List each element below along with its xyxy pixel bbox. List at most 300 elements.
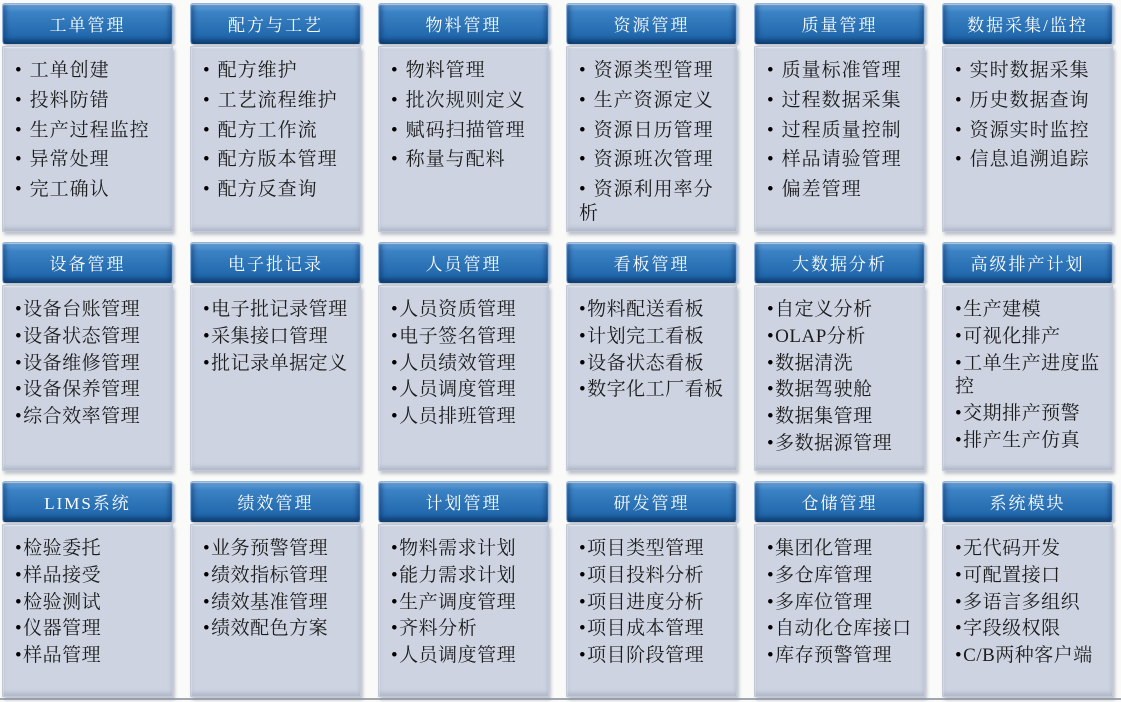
card-item (15, 591, 164, 615)
card-item-label: 多仓库管理 (775, 564, 873, 586)
bullet-icon: • (955, 429, 963, 451)
card-item-label: 设备台账管理 (23, 299, 141, 320)
card-item-label: 批次规则定义 (405, 89, 526, 111)
module-card (378, 242, 549, 471)
card-item-label: 数据清洗 (775, 352, 854, 374)
bullet-icon: • (15, 325, 23, 347)
card-title: 资源管理 (613, 16, 690, 35)
card-body (2, 46, 173, 232)
card-item (579, 591, 728, 615)
bullet-icon: • (203, 564, 211, 586)
module-grid (2, 3, 1113, 697)
bullet-icon: • (767, 591, 775, 613)
card-item (391, 352, 540, 376)
card-item (203, 617, 352, 641)
card-item-label: 生产资源定义 (593, 89, 714, 111)
bullet-icon: • (955, 403, 963, 424)
bullet-icon: • (391, 119, 399, 141)
card-header (566, 481, 737, 522)
card-item (203, 178, 352, 202)
bullet-icon: • (203, 149, 211, 171)
card-item-label: 工单创建 (29, 60, 110, 81)
card-item (955, 617, 1104, 641)
bullet-icon: • (955, 299, 963, 320)
module-card (754, 3, 925, 232)
card-item (579, 378, 728, 402)
card-item-label: 配方版本管理 (217, 149, 338, 171)
card-item-label: 人员排班管理 (399, 406, 517, 427)
card-item (203, 298, 352, 322)
card-header (378, 242, 549, 283)
card-item-label: 业务预警管理 (211, 538, 329, 559)
card-item (955, 537, 1104, 561)
card-body (190, 46, 361, 232)
card-item (767, 378, 916, 402)
card-title: 电子批记录 (228, 255, 323, 274)
card-item-label: 项目阶段管理 (587, 645, 705, 666)
card-item (391, 148, 540, 172)
card-item (391, 119, 540, 143)
card-title: 人员管理 (425, 255, 502, 274)
card-item-label: 配方反查询 (217, 179, 318, 200)
card-item-label: 生产过程监控 (29, 119, 150, 141)
bullet-icon: • (767, 299, 775, 320)
bullet-icon: • (391, 618, 399, 640)
card-item (955, 325, 1104, 349)
card-body (190, 285, 361, 471)
bullet-icon: • (767, 645, 775, 666)
card-item-label: 工单生产进度监控 (955, 352, 1100, 398)
card-item-label: 样品接受 (23, 564, 102, 586)
card-title: 配方与工艺 (228, 16, 323, 35)
card-header (942, 481, 1113, 522)
bullet-icon: • (203, 299, 211, 320)
bullet-icon: • (203, 60, 211, 81)
card-item (391, 378, 540, 402)
card-item (391, 537, 540, 561)
card-item-label: 自定义分析 (775, 299, 873, 320)
bullet-icon: • (579, 645, 587, 666)
card-item (203, 89, 352, 113)
card-item (391, 325, 540, 349)
card-header (378, 3, 549, 44)
module-card (942, 3, 1113, 232)
bullet-icon: • (391, 406, 399, 427)
card-item (15, 298, 164, 322)
card-body (2, 524, 173, 697)
bullet-icon: • (391, 352, 399, 374)
card-header (2, 3, 173, 44)
card-item-label: 可视化排产 (963, 325, 1061, 347)
card-item (391, 405, 540, 429)
card-item-label: 过程数据采集 (781, 89, 902, 111)
card-item-label: 自动化仓库接口 (775, 618, 912, 640)
bullet-icon: • (579, 591, 587, 613)
card-body (754, 46, 925, 232)
bullet-icon: • (579, 179, 587, 200)
card-item-label: 人员调度管理 (399, 645, 517, 666)
card-item (391, 591, 540, 615)
bullet-icon: • (955, 538, 963, 559)
card-item (15, 148, 164, 172)
card-body (378, 46, 549, 232)
module-card (942, 481, 1113, 697)
bullet-icon: • (203, 119, 211, 141)
card-item-label: 资源日历管理 (593, 119, 714, 141)
bullet-icon: • (391, 645, 399, 666)
card-item-label: 物料管理 (405, 60, 486, 81)
bullet-icon: • (579, 149, 587, 171)
card-title: 工单管理 (49, 16, 126, 35)
card-item-label: 过程质量控制 (781, 119, 902, 141)
card-item (955, 59, 1104, 83)
card-title: 看板管理 (613, 255, 690, 274)
card-item (767, 591, 916, 615)
card-item (955, 429, 1104, 453)
card-body (378, 285, 549, 471)
card-body (754, 524, 925, 697)
card-item (579, 119, 728, 143)
card-item (579, 59, 728, 83)
card-body (942, 46, 1113, 232)
card-item-label: 电子签名管理 (399, 325, 517, 347)
card-title: 大数据分析 (792, 255, 887, 274)
card-item (203, 537, 352, 561)
bullet-icon: • (15, 179, 23, 200)
card-item-label: 采集接口管理 (211, 325, 329, 347)
card-item-label: 设备维修管理 (23, 352, 141, 374)
bullet-icon: • (767, 618, 775, 640)
card-item (15, 119, 164, 143)
bullet-icon: • (203, 179, 211, 200)
bullet-icon: • (955, 60, 963, 81)
card-title: 仓储管理 (801, 494, 878, 513)
card-title: 质量管理 (801, 16, 878, 35)
card-item-label: 无代码开发 (963, 538, 1061, 559)
bullet-icon: • (767, 432, 775, 454)
card-item (579, 352, 728, 376)
card-header (566, 3, 737, 44)
bullet-icon: • (203, 591, 211, 613)
card-body (566, 524, 737, 697)
card-title: 数据采集/监控 (967, 16, 1088, 35)
card-item (15, 352, 164, 376)
bullet-icon: • (767, 60, 775, 81)
bullet-icon: • (15, 149, 23, 171)
card-item-label: 人员绩效管理 (399, 352, 517, 374)
card-item (767, 59, 916, 83)
bullet-icon: • (955, 325, 963, 347)
card-header (942, 3, 1113, 44)
bullet-icon: • (203, 538, 211, 559)
card-item-label: 人员调度管理 (399, 379, 517, 401)
card-item-label: 齐料分析 (399, 618, 478, 640)
card-header (942, 242, 1113, 283)
card-item-label: 生产调度管理 (399, 591, 517, 613)
card-header (378, 481, 549, 522)
bullet-icon: • (203, 325, 211, 347)
card-item-label: 综合效率管理 (23, 406, 141, 427)
card-item-label: 资源班次管理 (593, 149, 714, 171)
card-title: 计划管理 (425, 494, 502, 513)
card-item (955, 402, 1104, 426)
bullet-icon: • (391, 299, 399, 320)
bullet-icon: • (391, 89, 399, 111)
card-body (942, 285, 1113, 471)
card-item (955, 591, 1104, 615)
bullet-icon: • (767, 379, 775, 401)
card-title: 研发管理 (613, 494, 690, 513)
card-item-label: 库存预警管理 (775, 645, 893, 666)
card-title: 高级排产计划 (970, 255, 1085, 274)
card-item (767, 432, 916, 456)
card-item-label: 资源利用率分析 (579, 179, 714, 224)
card-item-label: 物料需求计划 (399, 538, 517, 559)
card-item-label: 项目投料分析 (587, 564, 705, 586)
card-item-label: 交期排产预警 (963, 403, 1081, 424)
card-item (955, 89, 1104, 113)
module-card (754, 242, 925, 471)
card-item (15, 564, 164, 588)
bullet-icon: • (15, 406, 23, 427)
card-item (767, 352, 916, 376)
card-item-label: 绩效基准管理 (211, 591, 329, 613)
module-card (2, 242, 173, 471)
card-header (754, 3, 925, 44)
card-item-label: 项目类型管理 (587, 538, 705, 559)
bullet-icon: • (391, 591, 399, 613)
card-item (767, 148, 916, 172)
bullet-icon: • (15, 591, 23, 613)
card-item (767, 564, 916, 588)
card-body (754, 285, 925, 471)
card-item-label: 批记录单据定义 (211, 352, 348, 374)
bullet-icon: • (15, 379, 23, 401)
module-card (190, 481, 361, 697)
bullet-icon: • (767, 325, 775, 347)
bullet-icon: • (955, 149, 963, 171)
card-item (767, 644, 916, 668)
card-item-label: 项目进度分析 (587, 591, 705, 613)
card-item-label: 设备状态看板 (587, 352, 705, 374)
card-item-label: 检验委托 (23, 538, 102, 559)
card-header (2, 481, 173, 522)
bullet-icon: • (955, 591, 963, 613)
card-item-label: 多数据源管理 (775, 432, 893, 454)
card-item-label: 可配置接口 (963, 564, 1061, 586)
card-item-label: 赋码扫描管理 (405, 119, 526, 141)
bottom-edge-line (0, 698, 1121, 700)
bullet-icon: • (955, 564, 963, 586)
card-header (754, 242, 925, 283)
card-item (15, 378, 164, 402)
module-card (566, 242, 737, 471)
card-item-label: 仪器管理 (23, 618, 102, 640)
card-item (203, 352, 352, 376)
card-item (203, 59, 352, 83)
card-item-label: 项目成本管理 (587, 618, 705, 640)
card-item-label: 实时数据采集 (969, 60, 1090, 81)
bullet-icon: • (955, 119, 963, 141)
card-item-label: 能力需求计划 (399, 564, 517, 586)
card-item (15, 59, 164, 83)
card-item-label: 质量标准管理 (781, 60, 902, 81)
bullet-icon: • (391, 149, 399, 171)
bullet-icon: • (391, 564, 399, 586)
card-item-label: 数据集管理 (775, 406, 873, 427)
module-card (942, 242, 1113, 471)
module-card (190, 242, 361, 471)
card-item (15, 89, 164, 113)
card-item-label: 物料配送看板 (587, 299, 705, 320)
card-item (15, 537, 164, 561)
bullet-icon: • (767, 149, 775, 171)
card-item-label: 异常处理 (29, 149, 110, 171)
bullet-icon: • (767, 179, 775, 200)
bullet-icon: • (15, 564, 23, 586)
card-item-label: 样品请验管理 (781, 149, 902, 171)
module-card (2, 3, 173, 232)
module-card (378, 3, 549, 232)
card-item-label: 配方工作流 (217, 119, 318, 141)
card-item-label: 多语言多组织 (963, 591, 1081, 613)
bullet-icon: • (203, 352, 211, 374)
card-title: 物料管理 (425, 16, 502, 35)
card-item-label: 资源类型管理 (593, 60, 714, 81)
card-item (15, 617, 164, 641)
card-item-label: 数据驾驶舱 (775, 379, 873, 401)
bullet-icon: • (15, 299, 23, 320)
card-item-label: 集团化管理 (775, 538, 873, 559)
card-body (566, 285, 737, 471)
card-item (391, 564, 540, 588)
card-item (955, 564, 1104, 588)
card-item-label: 设备状态管理 (23, 325, 141, 347)
card-item (767, 617, 916, 641)
card-item (203, 119, 352, 143)
bullet-icon: • (579, 352, 587, 374)
card-body (190, 524, 361, 697)
card-item (767, 298, 916, 322)
card-item-label: 多库位管理 (775, 591, 873, 613)
bullet-icon: • (579, 379, 587, 401)
bullet-icon: • (767, 89, 775, 111)
module-card (566, 481, 737, 697)
card-item (579, 564, 728, 588)
card-item-label: 绩效指标管理 (211, 564, 329, 586)
card-item (203, 591, 352, 615)
bullet-icon: • (391, 60, 399, 81)
bullet-icon: • (955, 618, 963, 640)
bullet-icon: • (767, 119, 775, 141)
card-item-label: 偏差管理 (781, 179, 862, 200)
bullet-icon: • (15, 119, 23, 141)
card-item-label: 完工确认 (29, 179, 110, 200)
bullet-icon: • (955, 89, 963, 111)
card-item-label: 样品管理 (23, 645, 102, 666)
bullet-icon: • (15, 538, 23, 559)
card-item (767, 178, 916, 202)
card-header (190, 481, 361, 522)
module-card (190, 3, 361, 232)
card-title: 设备管理 (49, 255, 126, 274)
bullet-icon: • (391, 325, 399, 347)
card-item (391, 617, 540, 641)
bullet-icon: • (391, 538, 399, 559)
bullet-icon: • (767, 406, 775, 427)
card-item (203, 325, 352, 349)
card-item (391, 59, 540, 83)
bullet-icon: • (579, 325, 587, 347)
bullet-icon: • (767, 538, 775, 559)
bullet-icon: • (203, 618, 211, 640)
card-item (767, 89, 916, 113)
bullet-icon: • (15, 618, 23, 640)
card-item (391, 644, 540, 668)
card-item (15, 405, 164, 429)
bullet-icon: • (579, 89, 587, 111)
card-item (767, 119, 916, 143)
bullet-icon: • (391, 379, 399, 401)
card-item (391, 298, 540, 322)
card-item-label: 电子批记录管理 (211, 299, 348, 320)
card-item (955, 644, 1104, 668)
card-item-label: C/B两种客户端 (963, 645, 1093, 666)
card-item-label: 数字化工厂看板 (587, 379, 724, 401)
card-body (2, 285, 173, 471)
card-body (942, 524, 1113, 697)
card-item-label: 生产建模 (963, 299, 1042, 320)
card-header (566, 242, 737, 283)
card-item-label: 工艺流程维护 (217, 89, 338, 111)
bullet-icon: • (767, 564, 775, 586)
card-title: LIMS系统 (44, 494, 131, 513)
bullet-icon: • (579, 299, 587, 320)
card-item (579, 178, 728, 226)
bullet-icon: • (15, 645, 23, 666)
module-card (378, 481, 549, 697)
module-card (2, 481, 173, 697)
bullet-icon: • (955, 645, 963, 666)
card-item (203, 564, 352, 588)
card-item-label: 投料防错 (29, 89, 110, 111)
bullet-icon: • (15, 352, 23, 374)
bullet-icon: • (579, 538, 587, 559)
card-item-label: 称量与配料 (405, 149, 506, 171)
card-item (579, 644, 728, 668)
bullet-icon: • (579, 60, 587, 81)
card-item-label: 绩效配色方案 (211, 618, 329, 640)
card-item-label: 排产生产仿真 (963, 429, 1081, 451)
bullet-icon: • (15, 60, 23, 81)
card-item (15, 325, 164, 349)
bullet-icon: • (15, 89, 23, 111)
card-item-label: 历史数据查询 (969, 89, 1090, 111)
card-item (579, 325, 728, 349)
card-body (378, 524, 549, 697)
module-card (566, 3, 737, 232)
card-item-label: 资源实时监控 (969, 119, 1090, 141)
card-item (579, 89, 728, 113)
card-item (579, 537, 728, 561)
card-item-label: 设备保养管理 (23, 379, 141, 401)
card-item (203, 148, 352, 172)
card-title: 绩效管理 (237, 494, 314, 513)
bullet-icon: • (579, 119, 587, 141)
card-header (190, 3, 361, 44)
card-item-label: 检验测试 (23, 591, 102, 613)
card-body (566, 46, 737, 232)
